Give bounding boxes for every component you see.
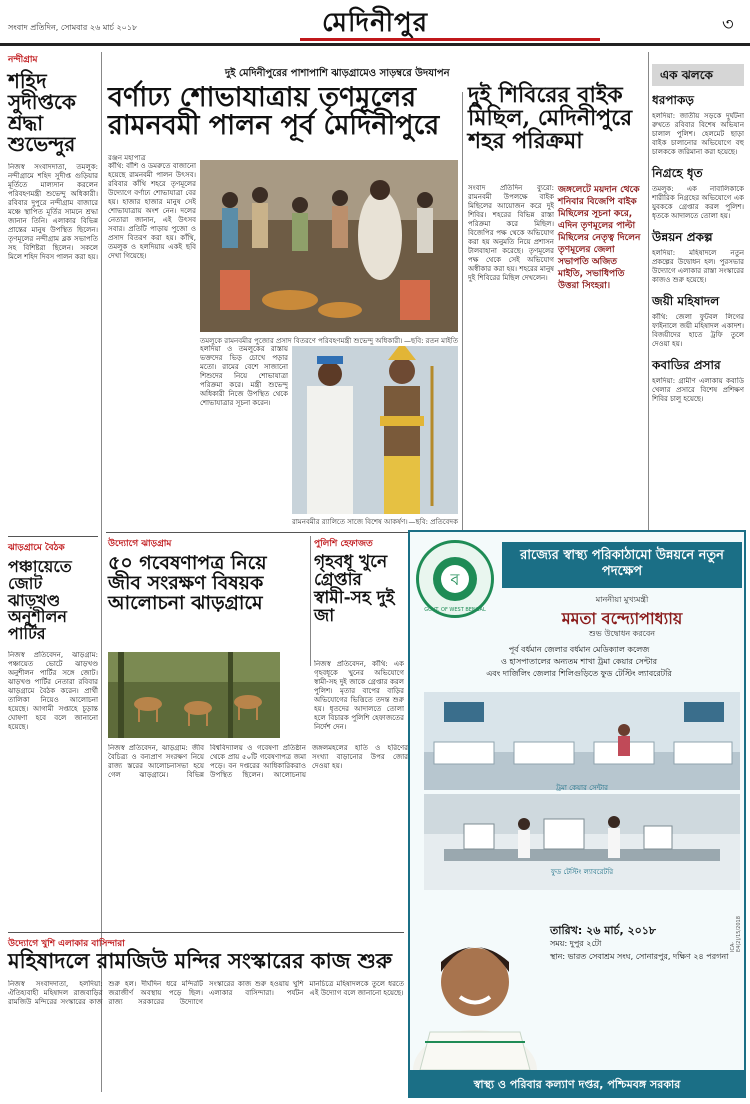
police-story bbox=[314, 536, 404, 625]
advert-name: মমতা বন্দ্যোপাধ্যায় bbox=[561, 609, 683, 628]
brief-body: হলদিয়া: জাতীয় সড়কে দুর্ঘটনা রুখতে রবিবার বিশেষ অভিযান চালাল পুলিশ। হেলমেট ছাড়া বাইক চালানোর অভিযোগে বহু চালককে জরিমানা করা হয়েছে। bbox=[652, 112, 744, 156]
story-tag: নন্দীগ্রাম bbox=[8, 55, 38, 65]
bottom-story-body: নিজস্ব সংবাদদাতা, হলদিয়া: ঐতিহ্যবাহী মহিষাদল রাজবাড়ির রামজিউ মন্দিরের সংস্কারের কাজ শুরু হল। দীর্ঘদিন ধরে মন্দিরটি জরাজীর্ণ অবস্থায় পড়ে ছিল। রাজ্য সরকারের উদ্যোগে সংস্কারের কাজ শুরু হওয়ায় খুশি এলাকার বাসিন্দারা। পর্যটন মানচিত্রে মহিষাদলকে তুলে ধরতে এই উদ্যোগ বলে জানানো হয়েছে। bbox=[8, 980, 404, 1006]
caption-text: রামনবমীর র‌্যালিতে সাজে বিশেষ আকর্ষণ। bbox=[292, 518, 408, 526]
side-story-pull-quote: জঙ্গলেটে ময়দান থেকে শনিবার বিজেপি বাইক মিছিলের সূচনা করে, এদিন তৃণমূলের পাল্টা মিছিলের নেতৃত্ব দিলেন তৃণমূলের জেলা সভাপতি অজিত মাইতি, সভাধিপতি উত্তরা সিংহরা। bbox=[558, 185, 641, 291]
column-divider bbox=[462, 92, 463, 532]
brief-body: হলদিয়া: গ্রামীণ এলাকায় কবাডি খেলার প্রসারে বিশেষ প্রশিক্ষণ শিবির চালু হয়েছে। bbox=[652, 377, 744, 403]
masthead-red-rule bbox=[300, 38, 600, 41]
advert-code: ICA-E4(2)/15/2018 bbox=[730, 916, 742, 952]
side-story-body: সংবাদ প্রতিদিন ব্যুরো: রামনবমী উপলক্ষে বাইক মিছিলের আয়োজন করে দুই শিবির। শহরের বিভিন্ন রাস্তা পরিক্রমা করে মিছিল। বিজেপির পক্ষ থেকে অভিযোগ করা হয় অনুমতি নিয়ে প্রশাসন টালবাহানা করেছে। তৃণমূলের পক্ষ থেকে সেই অভিযোগ অস্বীকার করা হয়। শহরের মানুষ দুই শিবিরের মিছিল দেখলেন। bbox=[468, 184, 554, 282]
biodiversity-story bbox=[108, 536, 304, 614]
brief-item bbox=[652, 92, 744, 157]
biodiversity-body: নিজস্ব প্রতিবেদন, ঝাড়গ্রাম: জীব বৈচিত্র্য ও বন্যপ্রাণ সংরক্ষণ নিয়ে রাজ্য স্তরের আলোচনাসভা হয়ে গেল ঝাড়গ্রামে। বিভিন্ন বিশ্ববিদ্যালয় ও গবেষণা প্রতিষ্ঠান থেকে প্রায় ৫০টি গবেষণাপত্র জমা পড়ে। বন দপ্তরের আধিকারিকরাও উপস্থিত ছিলেন। আলোচনায় জঙ্গলমহলের হাতি ও হরিণের সংখ্যা বাড়ানোর উপর জোর দেওয়া হয়। bbox=[108, 744, 408, 779]
top-story-headline: বর্ণাঢ্য শোভাযাত্রায় তৃণমূলের রামনবমী পালন পূর্ব মেদিনীপুরে bbox=[108, 82, 440, 142]
left-story-jhargram bbox=[8, 540, 98, 930]
event-time: সময়: দুপুর ২টো bbox=[550, 939, 602, 948]
page-number: ৩ bbox=[722, 14, 734, 35]
police-story-body: নিজস্ব প্রতিবেদন, কাঁথি: এক গৃহবধূকে খুনের অভিযোগে স্বামী-সহ দুই জাকে গ্রেপ্তার করল পুলিশ। মৃতার বাপের বাড়ির অভিযোগের ভিত্তিতে তদন্ত শুরু হয়। ধৃতদের আদালতে তোলা হলে বিচারক পুলিশি হেফাজতের নির্দেশ দেন। bbox=[314, 660, 404, 731]
brief-body: কাঁথি: জেলা ফুটবল লিগের ফাইনালে জয়ী মহিষাদল একাদশ। বিজয়ীদের হাতে ট্রফি তুলে দেওয়া হয়। bbox=[652, 313, 744, 348]
byline: রঞ্জন মহাপাত্র bbox=[108, 154, 146, 162]
trauma-centre-photo bbox=[424, 692, 740, 790]
svg-text:GOVT. OF WEST BENGAL: GOVT. OF WEST BENGAL bbox=[424, 607, 486, 613]
bottom-story-tag: উদ্যোগে খুশি এলাকার বাসিন্দারা bbox=[8, 939, 125, 949]
caption-text: তমলুকে রামনবমীর পুজোর প্রসাদ বিতরণে পরিবহণমন্ত্রী শুভেন্দু অধিকারী। bbox=[200, 337, 403, 345]
story-body: নিজস্ব প্রতিবেদন, ঝাড়গ্রাম: পঞ্চায়েত ভোটে ঝাড়খণ্ড অনুশীলন পার্টির সঙ্গে জোট। ঝাড়খণ্ড পার্টির নেতারা রবিবার ঝাড়গ্রামে বৈঠক করেন। প্রার্থী তালিকা নিয়েও আলোচনা হয়েছে। আগামী সপ্তাহে চূড়ান্ত ঘোষণা হবে বলে জানানো হয়েছে। bbox=[8, 650, 98, 731]
story-headline: শহিদ সুদীপ্তকে শ্রদ্ধা শুভেন্দুর bbox=[8, 69, 76, 156]
health-advert bbox=[408, 530, 746, 1098]
section-divider bbox=[8, 932, 404, 933]
caption-credit: —ছবি: রতন মাইতি bbox=[403, 337, 458, 345]
photo-caption bbox=[292, 516, 458, 528]
caption-credit: —ছবি: প্রতিবেদক bbox=[408, 518, 458, 526]
top-story-body-col1: কাঁথি: বাঁশি ও ডমরুতে বাজানো হয়েছে রামনবমী পালন উৎসব। রবিবার কাঁথি শহরে তৃণমূলের উদ্যোগে বর্ণাঢ্য শোভাযাত্রা বের হয়। হাজার হাজার মানুষ সেই শোভাযাত্রায় অংশ নেন। দলের নেতারা জানান, এই উৎসব সবার। প্রতিটি পাড়ায় পুজো ও প্রসাদ বিতরণ করা হয়। কাঁথি, তমলুক ও হলদিয়ায় একই ছবি দেখা গিয়েছে। bbox=[108, 162, 196, 260]
story-tag: ঝাড়গ্রামে বৈঠক bbox=[8, 543, 65, 553]
story-tag: পুলিশি হেফাজত bbox=[314, 539, 373, 549]
event-venue: স্থান: ভারত সেবাশ্রম সংঘ, সোনারপুর, দক্ষিণ ২৪ পরগনা bbox=[550, 952, 729, 961]
brief-headline: জয়ী মহিষাদল bbox=[652, 294, 720, 308]
procession-photo bbox=[200, 160, 458, 332]
story-body: নিজস্ব সংবাদদাতা, তমলুক: নন্দীগ্রামে শহিদ সুদীপ্ত গুড়িয়ার মূর্তিতে মাল্যদান করলেন পরিবহণমন্ত্রী শুভেন্দু অধিকারী। রবিবার দুপুরে নন্দীগ্রাম বাজারে মঞ্চে স্থাপিত মূর্তির সামনে শ্রদ্ধা জানান তিনি। এলাকার বিভিন্ন প্রান্তের মানুষ উপস্থিত ছিলেন। তৃণমূলের নন্দীগ্রাম ব্লক সভাপতি সহ বিশিষ্টরা ছিলেন। সকলে মিলে শহিদ দিবস পালন করা হয়। bbox=[8, 163, 98, 261]
top-story-body-col2: হলদিয়া ও তমলুকের রাস্তায় ভক্তদের ভিড় চোখে পড়ার মতো। রামের বেশে সাজানো শিশুদের নিয়ে শোভাযাত্রা পরিক্রমা করে। মন্ত্রী শুভেন্দু অধিকারী নিজে উপস্থিত থেকে শোভাযাত্রার সূচনা করেন। bbox=[200, 345, 288, 407]
procession-photo-illustration bbox=[200, 160, 458, 332]
advert-name-sub: শুভ উদ্বোধন করবেন bbox=[588, 629, 656, 638]
brief-item bbox=[652, 357, 744, 404]
biswa-bangla-logo bbox=[419, 543, 491, 615]
top-story-kicker: দুই মেদিনীপুরের পাশাপাশি ঝাড়গ্রামেও সাড়ম্বরে উদযাপন bbox=[225, 68, 450, 79]
advert-line: এবং দার্জিলিং জেলার শিলিগুড়িতে ফুড টেস্টিং ল্যাবরেটরি bbox=[486, 669, 672, 678]
chief-minister-portrait bbox=[410, 902, 540, 1070]
chief-minister-illustration bbox=[410, 902, 540, 1070]
brief-item bbox=[652, 229, 744, 285]
advert-details bbox=[416, 644, 742, 680]
event-date: তারিখ: ২৬ মার্চ, ২০১৮ bbox=[550, 924, 657, 937]
story-headline: পঞ্চায়েতে জোট ঝাড়খণ্ড অনুশীলন পার্টির bbox=[8, 557, 72, 644]
deer-illustration bbox=[108, 652, 280, 738]
advert-headline: রাজ্যের স্বাস্থ্য পরিকাঠামো উন্নয়নে নতুন পদক্ষেপ bbox=[502, 542, 742, 588]
advert-line: ও হাসপাতালের অন্যতম শাখা ট্রমা কেয়ার সেন্টার bbox=[501, 657, 657, 666]
ram-costume-photo bbox=[292, 346, 458, 514]
brief-item bbox=[652, 293, 744, 349]
photo-label: ট্রমা কেয়ার সেন্টার bbox=[556, 784, 608, 792]
section-divider bbox=[8, 536, 98, 537]
masthead bbox=[0, 0, 750, 46]
bottom-story-headline: মহিষাদলে রামজিউ মন্দির সংস্কারের কাজ শুরু bbox=[8, 948, 392, 973]
event-details bbox=[550, 924, 740, 963]
section-title: মেদিনীপুর bbox=[322, 8, 428, 38]
photo-label: ফুড টেস্টিং ল্যাবরেটরি bbox=[550, 868, 614, 876]
svg-text:ব: ব bbox=[450, 570, 460, 589]
advert-footer: স্বাস্থ্য ও পরিবার কল্যাণ দপ্তর, পশ্চিমবঙ্গ সরকার bbox=[410, 1070, 744, 1096]
deer-photo bbox=[108, 652, 280, 738]
box-title: এক ঝলকে bbox=[660, 68, 713, 82]
story-tag: উদ্যোগে ঝাড়গ্রাম bbox=[108, 539, 172, 549]
left-story-nandigram bbox=[8, 52, 98, 532]
brief-headline: নিগ্রহে ধৃত bbox=[652, 166, 703, 180]
brief-body: তমলুক: এক নাবালিকাকে শারীরিক নিগ্রহের অভিযোগে এক যুবককে গ্রেপ্তার করল পুলিশ। ধৃতকে আদালতে তোলা হয়। bbox=[652, 185, 744, 220]
advert-line: পূর্ব বর্ধমান জেলার বর্ধমান মেডিক্যাল কলেজ bbox=[508, 645, 650, 654]
column-divider bbox=[310, 536, 311, 666]
brief-headline: কবাডির প্রসার bbox=[652, 358, 721, 372]
brief-headline: উন্নয়ন প্রকল্প bbox=[652, 230, 713, 244]
ram-costume-illustration bbox=[292, 346, 458, 514]
side-story-headline: দুই শিবিরের বাইক মিছিল, মেদিনীপুরে শহর পরিক্রমা bbox=[468, 82, 633, 155]
govt-seal bbox=[416, 540, 494, 618]
brief-body: হলদিয়া: মহিষাদলে নতুন প্রকল্পের উদ্বোধন হল। পুরসভার উদ্যোগে এলাকার রাস্তা সংস্কারের কাজও শুরু হয়েছে। bbox=[652, 249, 744, 284]
brief-item bbox=[652, 165, 744, 221]
trauma-centre-illustration bbox=[424, 692, 740, 790]
date-line: সংবাদ প্রতিদিন, সোমবার ২৬ মার্চ ২০১৮ bbox=[8, 23, 138, 32]
advert-subhead: মাননীয়া মুখ্যমন্ত্রী bbox=[595, 595, 649, 604]
story-headline: গৃহবধূ খুনে গ্রেপ্তার স্বামী-সহ দুই জা bbox=[314, 552, 395, 626]
brief-headline: ধরপাকড় bbox=[652, 93, 694, 107]
at-a-glance-box bbox=[652, 64, 744, 86]
story-headline: ৫০ গবেষণাপত্র নিয়ে জীব সংরক্ষণ বিষয়ক আলোচনা ঝাড়গ্রামে bbox=[108, 552, 267, 614]
